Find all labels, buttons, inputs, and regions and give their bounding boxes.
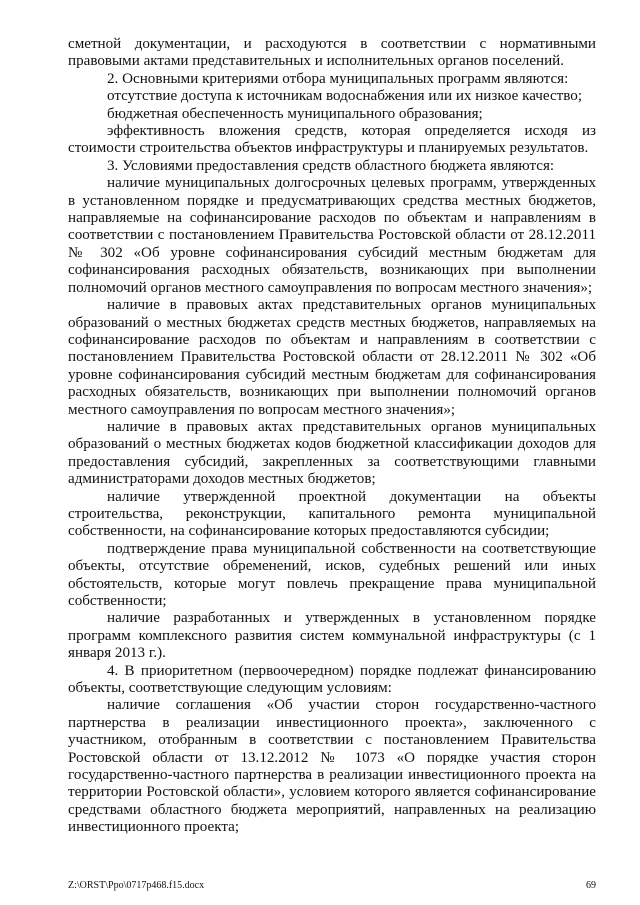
paragraph: наличие в правовых актах представительных органов муниципальных образований о местных бюджетах средств местных бюджетов, направляемых на софинансирование расходов по объектам и направлениям в соответствии с постановлением Правительства Ростовской области от 28.12.2011 № 302 «Об уровне софинансирования субсидий местным бюджетам для софинансирования расходных обязательств, возникающих при выполнении полномочий органов местного самоуправления по вопросам местного значения»; <box>68 297 596 418</box>
paragraph: наличие соглашения «Об участии сторон государственно-частного партнерства в реализации инвестиционного проекта», заключенного с участником, отобранным в соответствии с постановлением Правительства Ростовской области от 13.12.2012 № 1073 «О порядке участия сторон государственно-частного партнерства в реализации инвестиционного проекта на территории Ростовской области», условием которого является софинансирование средствами областного бюджета мероприятий, направленных на реализацию инвестиционного проекта; <box>68 697 596 836</box>
paragraph: 2. Основными критериями отбора муниципальных программ являются: <box>107 70 569 87</box>
paragraph: 4. В приоритетном (первоочередном) порядке подлежат финансированию объекты, соответствующие следующим условиям: <box>68 662 596 697</box>
paragraph: наличие утвержденной проектной документации на объекты строительства, реконструкции, капитального ремонта муниципальной собственности, на софинансирование которых предоставляются субсидии; <box>68 488 596 540</box>
paragraph: подтверждение права муниципальной собственности на соответствующие объекты, отсутствие обременений, исков, судебных решений или иных обстоятельств, которые могут повлечь прекращение права муниципальной собственности; <box>68 540 596 609</box>
document-body <box>68 36 596 837</box>
paragraph: наличие в правовых актах представительных органов муниципальных образований о местных бюджетах кодов бюджетной классификации доходов для предоставления субсидий, закрепленных за соответствующими главными администраторами доходов местных бюджетов; <box>68 418 596 488</box>
paragraph: отсутствие доступа к источникам водоснабжения или их низкое качество; <box>107 88 583 105</box>
paragraph: наличие разработанных и утвержденных в установленном порядке программ комплексного развития систем коммунальной инфраструктуры (с 1 января 2013 г.). <box>68 610 596 662</box>
paragraph: 3. Условиями предоставления средств областного бюджета являются: <box>107 157 555 174</box>
paragraph: наличие муниципальных долгосрочных целевых программ, утвержденных в установленном порядке и предусматривающих средства местных бюджетов, направляемые на софинансирование расходов по объектам и направлениям в соответствии с постановлением Правительства Ростовской области от 28.12.2011 № 302 «Об уровне софинансирования субсидий местным бюджетам для софинансирования расходных обязательств, возникающих при выполнении полномочий органов местного самоуправления по вопросам местного значения»; <box>68 175 596 296</box>
paragraph: эффективность вложения средств, которая определяется исходя из стоимости строительства объектов инфраструктуры и планируемых результатов. <box>68 123 596 157</box>
paragraph: сметной документации, и расходуются в соответствии с нормативными правовыми актами представительных и исполнительных органов поселений. <box>68 36 596 70</box>
file-path: Z:\ORST\Ppo\0717p468.f15.docx <box>68 880 205 891</box>
page-number: 69 <box>586 880 596 891</box>
paragraph: бюджетная обеспеченность муниципального образования; <box>107 105 483 122</box>
